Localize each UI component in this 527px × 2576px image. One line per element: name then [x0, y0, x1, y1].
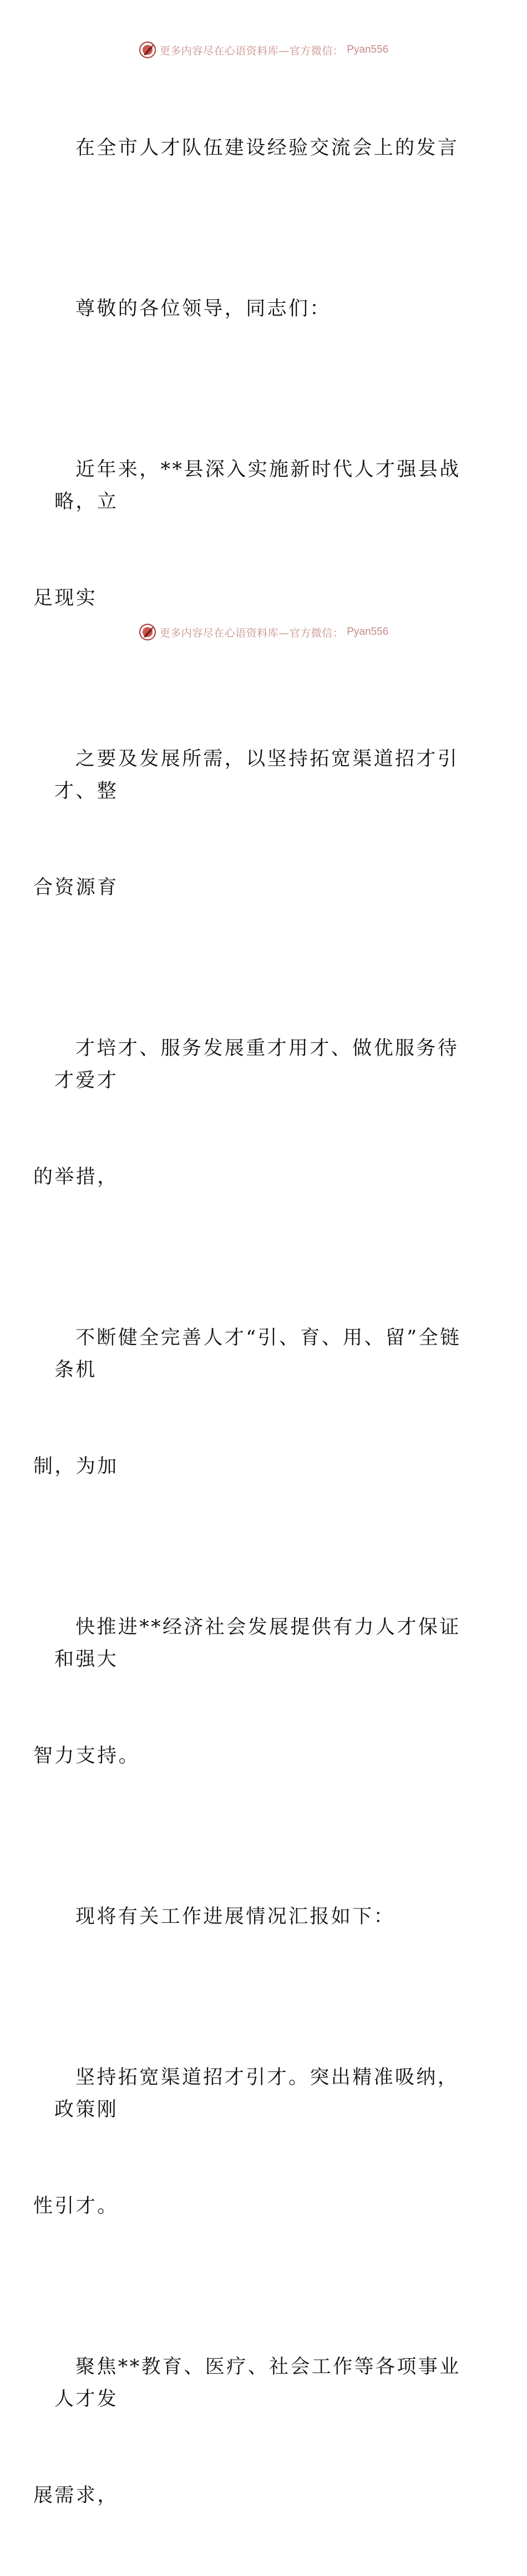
paragraph-line: 足现实: [33, 587, 98, 609]
paragraph: [33, 2287, 476, 2576]
document-title: [54, 68, 476, 228]
paragraph-line: 近年来，**县深入实施新时代人才强县战略，立: [54, 459, 461, 513]
section-heading: [33, 1997, 476, 2287]
paragraph-line: 合资源育: [33, 877, 119, 899]
paragraph-line: 在全市人才队伍建设经验交流会上的发言: [75, 137, 459, 159]
paragraph-line: 尊敬的各位领导，同志们：: [75, 298, 331, 320]
footer-watermark: [0, 621, 527, 643]
paragraph-line: 快推进**经济社会发展提供有力人才保证和强大: [54, 1616, 461, 1671]
document-body: [33, 68, 476, 2576]
paragraph-line: 之要及发展所需，以坚持拓宽渠道招才引才、整: [54, 748, 459, 802]
paragraph-line: 的举措，: [33, 1166, 119, 1188]
paragraph: [33, 679, 476, 968]
watermark-wechat-id: Pyan556: [347, 44, 389, 55]
watermark-text: 更多内容尽在心语资料库—官方微信：: [159, 44, 344, 57]
paragraph-line: 不断健全完善人才“引、育、用、留”全链条机: [54, 1327, 462, 1381]
paragraph-line: 才培才、服务发展重才用才、做优服务待才爱才: [54, 1037, 459, 1092]
watermark-wechat-id: Pyan556: [347, 626, 389, 638]
paragraph: [54, 1836, 476, 1997]
paragraph-line: 现将有关工作进展情况汇报如下：: [75, 1906, 396, 1928]
quill-logo-icon: [139, 41, 156, 59]
paragraph: [33, 1258, 476, 1547]
paragraph-line: 制，为加: [33, 1455, 119, 1478]
paragraph: [33, 968, 476, 1258]
paragraph-line: 智力支持。: [33, 1745, 140, 1767]
watermark-text: 更多内容尽在心语资料库—官方微信：: [159, 627, 344, 639]
header-watermark: [0, 39, 527, 61]
paragraph-line: 聚焦**教育、医疗、社会工作等各项事业人才发: [54, 2356, 461, 2410]
paragraph: [33, 1547, 476, 1836]
salutation: [54, 228, 476, 389]
quill-logo-icon: [139, 623, 156, 641]
paragraph-line: 展需求，: [33, 2485, 119, 2507]
paragraph-line: 性引才。: [33, 2195, 119, 2217]
paragraph-line: 坚持拓宽渠道招才引才。突出精准吸纳，政策刚: [54, 2066, 459, 2121]
